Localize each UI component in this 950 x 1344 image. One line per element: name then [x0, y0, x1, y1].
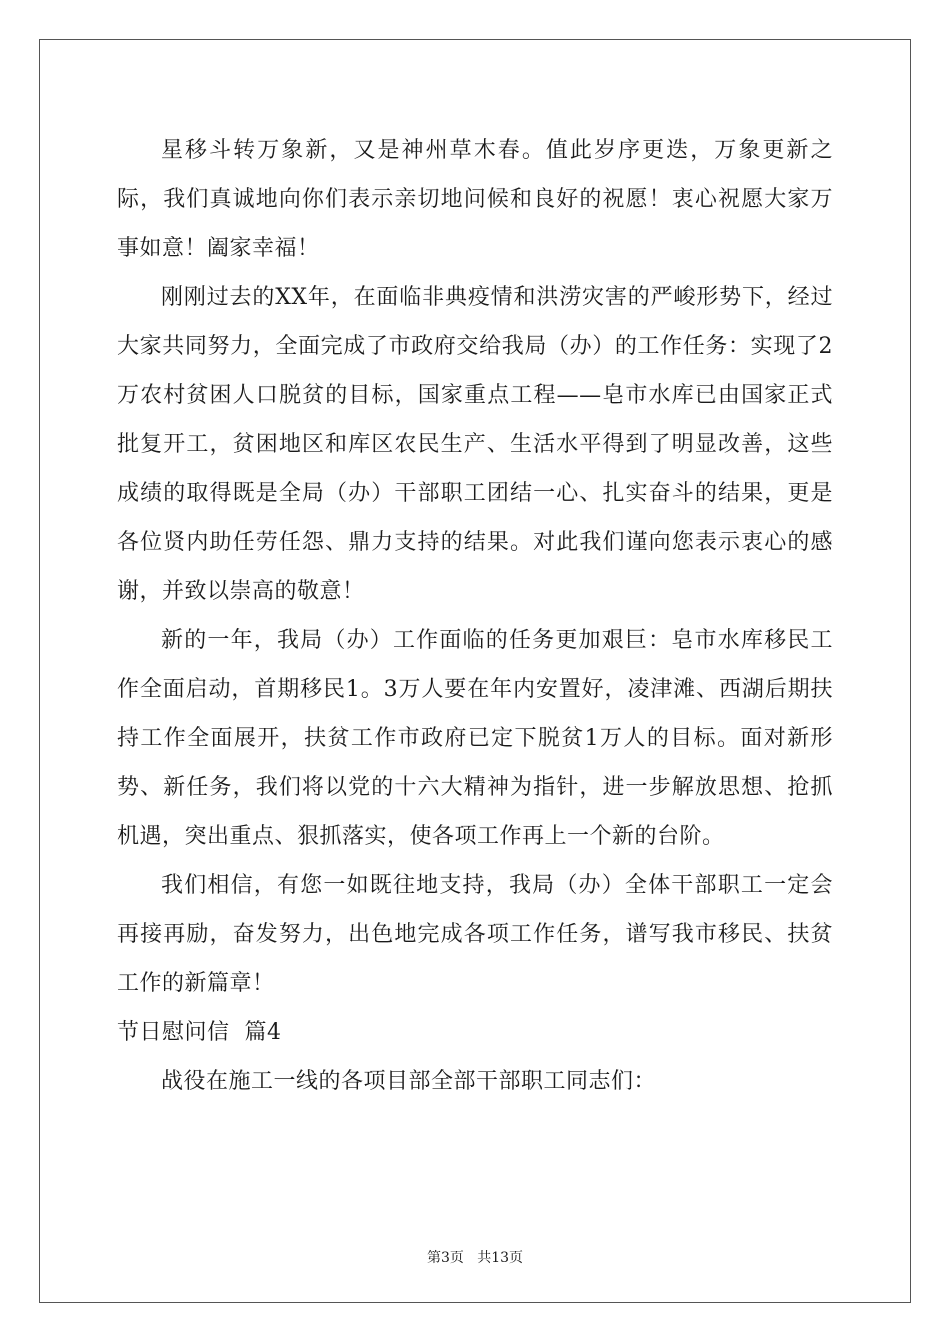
page-footer [0, 1247, 950, 1267]
paragraph-greeting: 星移斗转万象新，又是神州草木春。值此岁序更迭，万象更新之际，我们真诚地向你们表示亲切地问候和良好的祝愿！衷心祝愿大家万事如意！阖家幸福！ [117, 138, 833, 261]
section-heading: 节日慰问信 篇4 [117, 1020, 282, 1045]
page-number: 第3页 共13页 [426, 1250, 524, 1266]
paragraph-salutation: 战役在施工一线的各项目部全部干部职工同志们： [161, 1069, 657, 1094]
paragraph-new-year-tasks: 新的一年，我局（办）工作面临的任务更加艰巨：皂市水库移民工作全面启动，首期移民1。3万人要在年内安置好，凌津滩、西湖后期扶持工作全面展开，扶贫工作市政府已定下脱贫1万人的目标。面对新形势、新任务，我们将以党的十六大精神为指针，进一步解放思想、抢抓机遇，突出重点、狠抓落实，使各项工作再上一个新的台阶。 [117, 628, 833, 849]
document-body [117, 126, 833, 1106]
paragraph-achievements: 刚刚过去的XX年，在面临非典疫情和洪涝灾害的严峻形势下，经过大家共同努力，全面完成了市政府交给我局（办）的工作任务：实现了2万农村贫困人口脱贫的目标，国家重点工程——皂市水库已由国家正式批复开工，贫困地区和库区农民生产、生活水平得到了明显改善，这些成绩的取得既是全局（办）干部职工团结一心、扎实奋斗的结果，更是各位贤内助任劳任怨、鼎力支持的结果。对此我们谨向您表示衷心的感谢，并致以崇高的敬意！ [117, 285, 833, 604]
paragraph-confidence: 我们相信，有您一如既往地支持，我局（办）全体干部职工一定会再接再励，奋发努力，出色地完成各项工作任务，谱写我市移民、扶贫工作的新篇章！ [117, 873, 833, 996]
